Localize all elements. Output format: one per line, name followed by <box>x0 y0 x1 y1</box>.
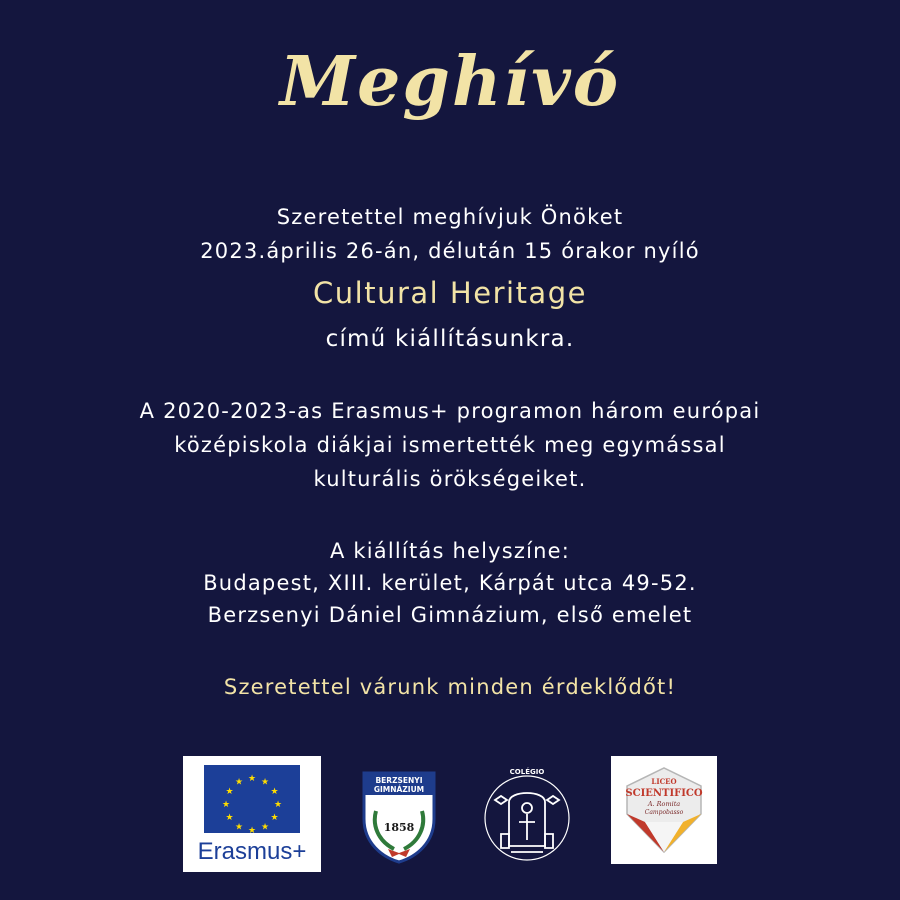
exhibition-name: Cultural Heritage <box>313 276 587 310</box>
svg-text:★: ★ <box>270 813 279 823</box>
colegio-emblem <box>481 762 573 872</box>
svg-text:★: ★ <box>260 777 270 788</box>
berzsenyi-crest-top-text: BERZSENYI <box>375 776 423 785</box>
description-line-3: kulturális örökségeiket. <box>313 467 587 491</box>
closing-line: Szeretettel várunk minden érdeklődőt! <box>223 675 677 699</box>
liceo-logo <box>611 756 717 864</box>
liceo-line-1: LICEO <box>651 777 677 786</box>
liceo-line-4: Campobasso <box>644 809 684 816</box>
svg-text:★: ★ <box>225 813 234 823</box>
berzsenyi-crest-bottom-text: GIMNÁZIUM <box>373 785 425 794</box>
intro-line-2: 2023.április 26-án, délután 15 órakor nyíló <box>200 239 700 263</box>
svg-text:★: ★ <box>247 826 257 833</box>
svg-text:★: ★ <box>234 822 244 833</box>
description-line-2: középiskola diákjai ismertették meg egymással <box>174 433 726 457</box>
svg-text:★: ★ <box>270 787 279 797</box>
svg-text:★: ★ <box>221 800 231 810</box>
svg-text:★: ★ <box>225 787 234 797</box>
intro-line-1: Szeretettel meghívjuk Önöket <box>276 205 624 229</box>
eu-stars <box>222 774 282 833</box>
description-line-1: A 2020-2023-as Erasmus+ programon három európai <box>139 399 761 423</box>
svg-text:★: ★ <box>273 800 283 810</box>
svg-text:★: ★ <box>247 774 257 784</box>
svg-text:★: ★ <box>260 822 270 833</box>
colegio-emblem-text: COLÉGIO <box>509 768 545 776</box>
eu-flag-icon <box>204 765 300 833</box>
berzsenyi-crest-year: 1858 <box>383 821 415 834</box>
page-title: Meghívó <box>279 42 621 122</box>
location-heading: A kiállítás helyszíne: <box>329 539 571 563</box>
liceo-line-3: A. Romita <box>647 800 681 808</box>
liceo-line-2: SCIENTIFICO <box>625 788 703 799</box>
erasmus-label: Erasmus+ <box>197 838 307 865</box>
location-address: Budapest, XIII. kerület, Kárpát utca 49-52. <box>203 571 697 595</box>
erasmus-logo <box>183 756 321 872</box>
intro-line-4: című kiállításunkra. <box>325 326 575 352</box>
location-venue: Berzsenyi Dániel Gimnázium, első emelet <box>207 603 693 627</box>
svg-text:★: ★ <box>234 777 244 788</box>
berzsenyi-crest <box>356 765 442 865</box>
